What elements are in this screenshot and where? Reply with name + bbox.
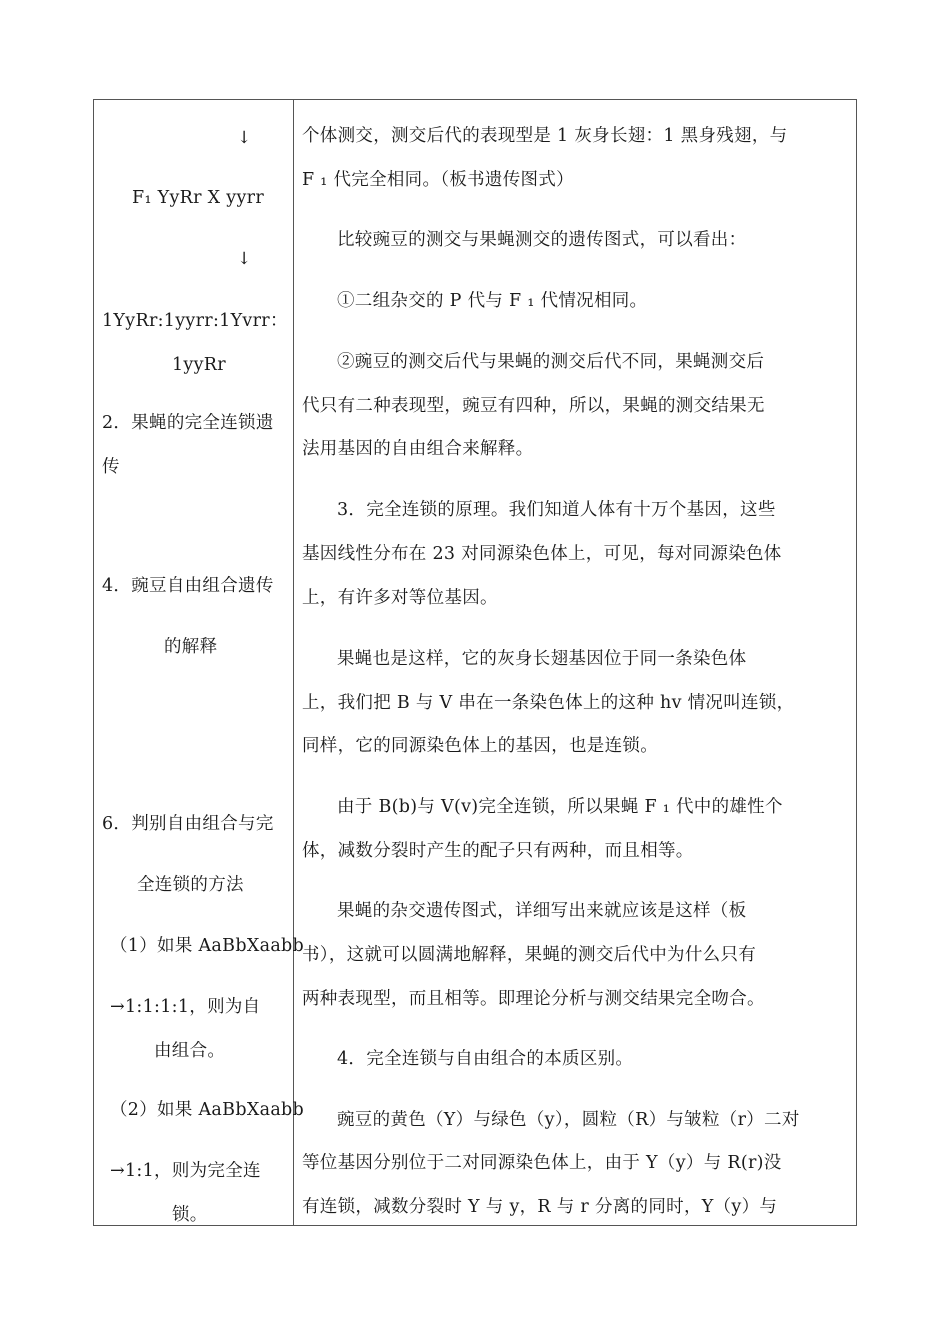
rule-1-line-3: 由组合。 bbox=[154, 1041, 226, 1061]
left-column bbox=[94, 100, 305, 1225]
p10-line-2: 等位基因分别位于二对同源染色体上，由于 Y（y）与 R(r)没 bbox=[302, 1153, 782, 1173]
p4-line-3: 法用基因的自由组合来解释。 bbox=[302, 439, 534, 459]
p10-line-1: 豌豆的黄色（Y）与绿色（y），圆粒（R）与皱粒（r）二对 bbox=[337, 1110, 800, 1130]
item-4-line-2: 的解释 bbox=[164, 637, 218, 657]
p10-line-3: 有连锁，减数分裂时 Y 与 y，R 与 r 分离的同时，Y（y）与 bbox=[302, 1197, 778, 1217]
rule-2-line-1: （2）如果 AaBbXaabb bbox=[110, 1100, 305, 1120]
item-2-line-2: 传 bbox=[102, 457, 120, 477]
p6-line-3: 同样，它的同源染色体上的基因，也是连锁。 bbox=[302, 736, 658, 756]
p1-line-2: F ₁ 代完全相同。（板书遗传图式） bbox=[302, 170, 574, 190]
p8-line-2: 书），这就可以圆满地解释，果蝇的测交后代中为什么只有 bbox=[302, 945, 757, 965]
p5-line-3: 上，有许多对等位基因。 bbox=[302, 588, 498, 608]
item-4-line-1: 4．豌豆自由组合遗传 bbox=[102, 576, 274, 596]
down-arrow-2: ↓ bbox=[237, 249, 252, 269]
lesson-table bbox=[93, 99, 857, 1226]
rule-2-line-2: →1:1，则为完全连 bbox=[110, 1161, 261, 1181]
p1-line-1: 个体测交，测交后代的表现型是 1 灰身长翅：1 黑身残翅，与 bbox=[302, 126, 788, 146]
rule-1-line-1: （1）如果 AaBbXaabb bbox=[110, 936, 305, 956]
p3-line-1: ①二组杂交的 P 代与 F ₁ 代情况相同。 bbox=[337, 291, 648, 311]
p4-line-1: ②豌豆的测交后代与果蝇的测交后代不同，果蝇测交后 bbox=[337, 352, 765, 372]
f1-cross-line: F₁ YyRr X yyrr bbox=[132, 188, 264, 208]
p6-line-2: 上，我们把 B 与 V 串在一条染色体上的这种 hv 情况叫连锁， bbox=[302, 693, 795, 713]
p8-line-3: 两种表现型，而且相等。即理论分析与测交结果完全吻合。 bbox=[302, 989, 765, 1009]
p2-line-1: 比较豌豆的测交与果蝇测交的遗传图式，可以看出： bbox=[337, 230, 747, 250]
p7-line-2: 体，减数分裂时产生的配子只有两种，而且相等。 bbox=[302, 841, 694, 861]
right-column bbox=[294, 100, 856, 1225]
p8-line-1: 果蝇的杂交遗传图式，详细写出来就应该是这样（板 bbox=[337, 901, 747, 921]
item-2-line-1: 2．果蝇的完全连锁遗 bbox=[102, 413, 274, 433]
p4-line-2: 代只有二种表现型，豌豆有四种，所以，果蝇的测交结果无 bbox=[302, 396, 765, 416]
p5-line-1: 3．完全连锁的原理。我们知道人体有十万个基因，这些 bbox=[337, 500, 776, 520]
rule-1-line-2: →1:1:1:1，则为自 bbox=[110, 997, 261, 1017]
item-6-line-2: 全连锁的方法 bbox=[137, 875, 244, 895]
item-6-line-1: 6．判别自由组合与完 bbox=[102, 814, 274, 834]
p9-line-1: 4．完全连锁与自由组合的本质区别。 bbox=[337, 1049, 634, 1069]
ratio-line-2: 1yyRr bbox=[172, 355, 226, 375]
p5-line-2: 基因线性分布在 23 对同源染色体上，可见，每对同源染色体 bbox=[302, 544, 782, 564]
rule-2-line-3: 锁。 bbox=[172, 1205, 208, 1225]
down-arrow-1: ↓ bbox=[237, 128, 252, 148]
ratio-line-1: 1YyRr:1yyrr:1Yvrr： bbox=[102, 311, 288, 331]
p6-line-1: 果蝇也是这样，它的灰身长翅基因位于同一条染色体 bbox=[337, 649, 747, 669]
p7-line-1: 由于 B(b)与 V(v)完全连锁，所以果蝇 F ₁ 代中的雄性个 bbox=[337, 797, 783, 817]
